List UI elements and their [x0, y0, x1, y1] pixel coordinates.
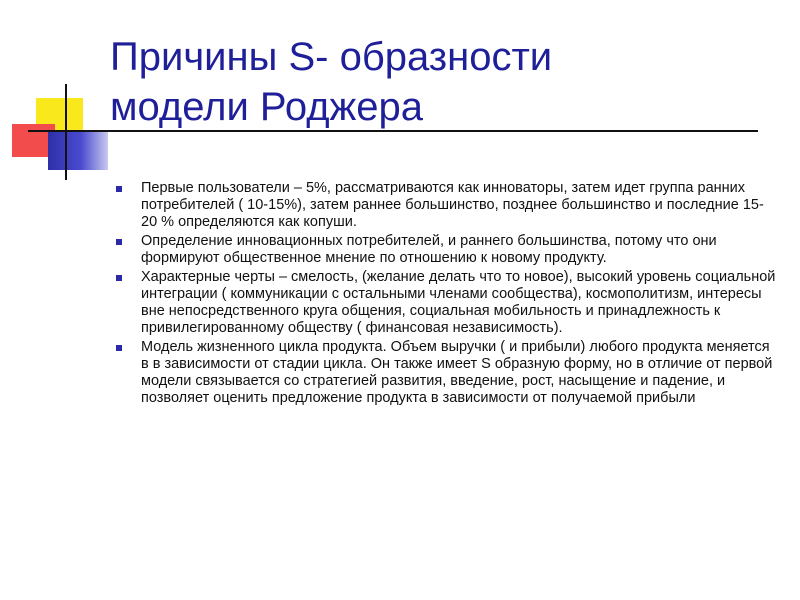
- bullet-item: [114, 269, 778, 337]
- bullet-item: [114, 339, 778, 407]
- bullet-text: Модель жизненного цикла продукта. Объем выручки ( и прибыли) любого продукта меняется в в зависимости от стадии цикла. Он также имеет S образную форму, но в отличие от первой модели связывается со стратегией развития, введение, рост, насыщение и падение, и позволяет оценить предложение продукта в зависимости от получаемой прибыли: [141, 339, 773, 406]
- vertical-rule: [65, 84, 67, 180]
- bullet-text: Первые пользователи – 5%, рассматриваются как инноваторы, затем идет группа ранних потребителей ( 10-15%), затем раннее большинство, позднее большинство и последние 15-20 % определяются как копуши.: [141, 180, 764, 230]
- bullet-text: Определение инновационных потребителей, и раннего большинства, потому что они формируют общественное мнение по отношению к новому продукту.: [141, 233, 717, 266]
- slide-title-line-2: модели Роджера: [110, 85, 424, 129]
- slide-title-line-1: Причины S- образности: [110, 35, 553, 79]
- bullet-item: [114, 180, 778, 231]
- blue-gradient-square: [48, 130, 108, 170]
- slide-logo-decoration: [0, 0, 120, 190]
- slide-title: [110, 32, 770, 132]
- bullet-text: Характерные черты – смелость, (желание делать что то новое), высокий уровень социальной интеграции ( коммуникации с остальными членами сообщества), космополитизм, интересы вне непосредственного круга общения, социальная мобильность и принадлежность к привилегированному обществу ( финансовая независимость).: [141, 269, 776, 336]
- bullet-list: [114, 180, 778, 409]
- bullet-item: [114, 233, 778, 267]
